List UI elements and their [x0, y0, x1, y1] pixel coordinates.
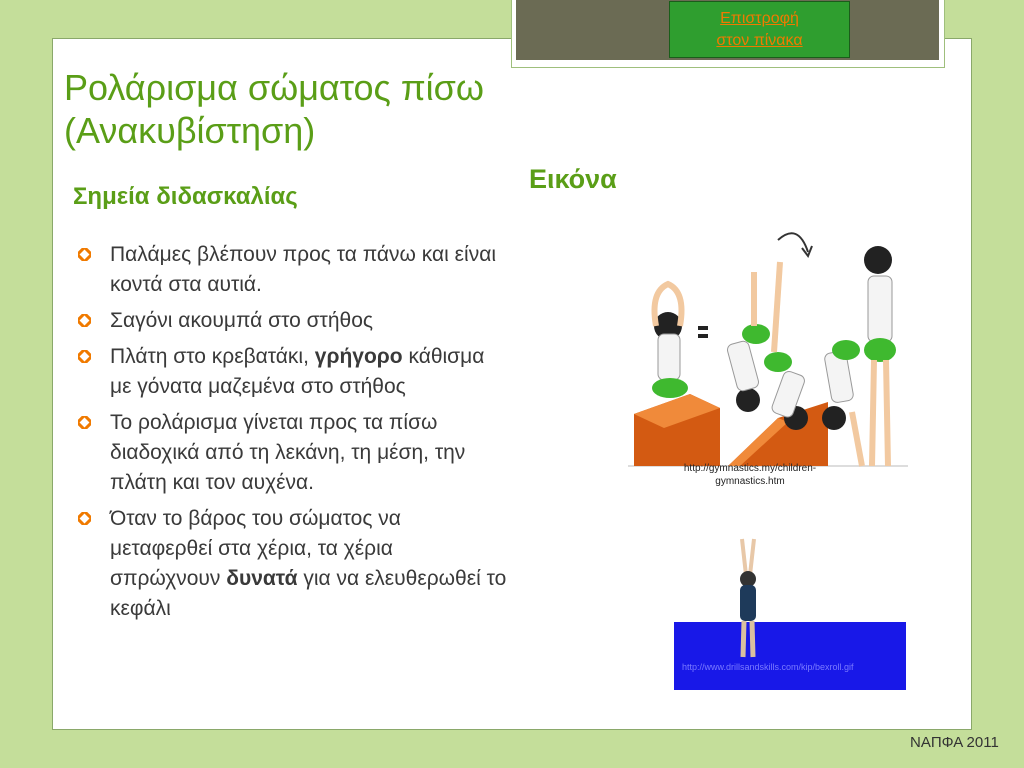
list-item-text: Το ρολάρισμα γίνεται προς τα πίσω διαδοχικά από τη λεκάνη, τη μέση, την πλάτη και τον αυχένα. — [110, 411, 466, 494]
page-title — [64, 66, 624, 152]
list-item-emphasis: γρήγορο — [314, 345, 403, 368]
list-item-text-end: για να ελευθερωθεί το κεφάλι — [110, 567, 507, 620]
back-button-line1: Επιστροφή — [720, 9, 799, 27]
list-item-text: Πλάτη στο κρεβατάκι, — [110, 345, 315, 368]
gymnast-figure — [728, 535, 768, 660]
title-line2: (Ανακυβίστηση) — [64, 110, 316, 151]
teaching-points-list — [78, 240, 508, 630]
footer-credit: ΝΑΠΦΑ 2011 — [910, 734, 999, 751]
back-button-line2: στον πίνακα — [716, 31, 803, 49]
image-heading: Εικόνα — [529, 164, 617, 194]
list-item-text: Παλάμες βλέπουν προς τα πάνω και είναι κοντά στα αυτιά. — [110, 243, 496, 296]
teaching-points-heading: Σημεία διδασκαλίας — [73, 183, 298, 210]
bullet-icon — [78, 314, 91, 327]
gymnast-photo — [674, 622, 906, 690]
list-item — [78, 408, 508, 498]
list-item-emphasis: δυνατά — [226, 567, 298, 590]
list-item-text: Όταν το βάρος του σώματος να μεταφερθεί στα χέρια, τα χέρια σπρώχνουν — [110, 507, 401, 590]
backward-roll-illustration — [628, 222, 908, 476]
back-to-table-button[interactable] — [669, 1, 850, 58]
list-item — [78, 504, 508, 624]
bullet-icon — [78, 248, 91, 261]
bullet-icon — [78, 512, 91, 525]
image-caption-1: http://gymnastics.my/children-gymnastics.htm — [683, 463, 817, 487]
bullet-icon — [78, 350, 91, 363]
list-item — [78, 240, 508, 300]
title-line1: Ρολάρισμα σώματος πίσω — [64, 67, 484, 108]
list-item-text: Σαγόνι ακουμπά στο στήθος — [110, 309, 374, 332]
bullet-icon — [78, 416, 91, 429]
list-item — [78, 342, 508, 402]
list-item-text-end: κάθισμα με γόνατα μαζεμένα στο στήθος — [110, 345, 485, 398]
image-caption-2: http://www.drillsandskills.com/kip/bexroll.gif — [682, 662, 854, 672]
list-item — [78, 306, 508, 336]
